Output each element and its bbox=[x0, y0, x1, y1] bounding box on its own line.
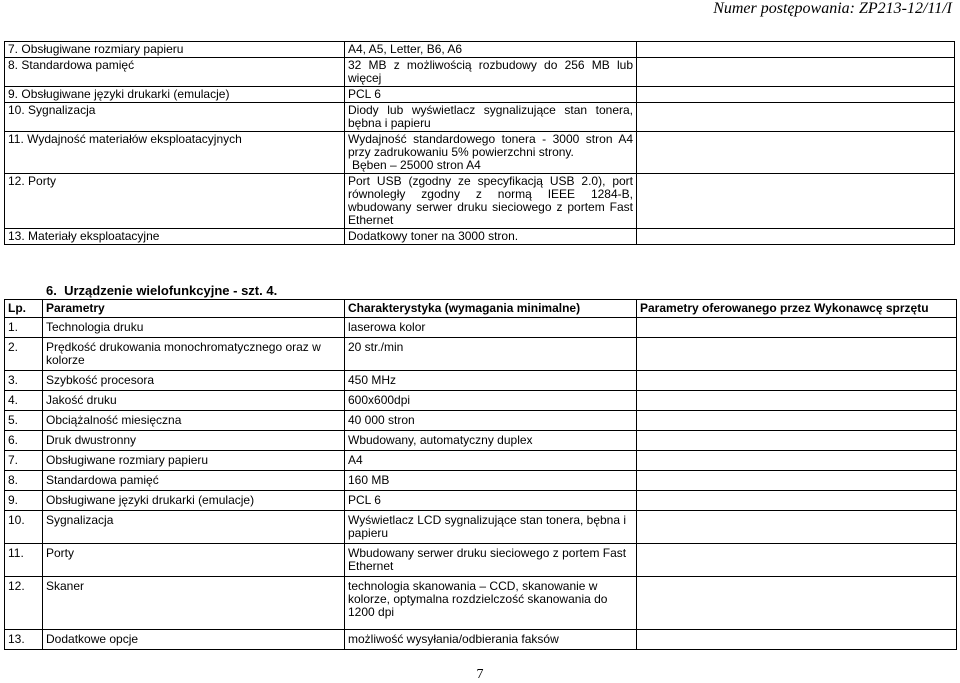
table-row bbox=[5, 58, 955, 87]
spec-cell: 40 000 stron bbox=[345, 411, 637, 431]
offer-cell[interactable] bbox=[637, 431, 957, 451]
toner-yield-text: Wydajność standardowego tonera - 3000 stron A4 przy zadrukowaniu 5% powierzchni strony. bbox=[348, 132, 633, 159]
offer-cell[interactable] bbox=[637, 511, 957, 544]
table-header-row bbox=[5, 300, 957, 318]
table-row bbox=[5, 87, 955, 103]
param-cell: Obsługiwane rozmiary papieru bbox=[43, 451, 345, 471]
offer-cell[interactable] bbox=[637, 491, 957, 511]
spec-cell: Dodatkowy toner na 3000 stron. bbox=[345, 229, 637, 245]
table-row bbox=[5, 451, 957, 471]
table-row bbox=[5, 491, 957, 511]
table-row bbox=[5, 431, 957, 451]
spec-cell: A4 bbox=[345, 451, 637, 471]
table-row bbox=[5, 544, 957, 577]
table-row bbox=[5, 577, 957, 630]
offer-cell[interactable] bbox=[637, 229, 955, 245]
header-offer: Parametry oferowanego przez Wykonawcę sprzętu bbox=[637, 300, 957, 318]
table-row bbox=[5, 338, 957, 371]
table-row bbox=[5, 103, 955, 132]
spec-cell: 600x600dpi bbox=[345, 391, 637, 411]
row-number: 6. bbox=[5, 431, 43, 451]
header-params: Parametry bbox=[43, 300, 345, 318]
row-number: 11. bbox=[5, 544, 43, 577]
row-number: 2. bbox=[5, 338, 43, 371]
table-row bbox=[5, 511, 957, 544]
table-row bbox=[5, 411, 957, 431]
drum-yield-text: Bęben – 25000 stron A4 bbox=[352, 158, 481, 172]
spec-cell: Wbudowany serwer druku sieciowego z portem Fast Ethernet bbox=[345, 544, 637, 577]
param-cell: 12. Porty bbox=[5, 174, 345, 229]
spec-cell: możliwość wysyłania/odbierania faksów bbox=[345, 630, 637, 650]
param-cell: Standardowa pamięć bbox=[43, 471, 345, 491]
param-cell: 8. Standardowa pamięć bbox=[5, 58, 345, 87]
row-number: 12. bbox=[5, 577, 43, 630]
spec-cell: 450 MHz bbox=[345, 371, 637, 391]
spec-cell: 160 MB bbox=[345, 471, 637, 491]
table-row bbox=[5, 42, 955, 58]
spec-cell: Wbudowany, automatyczny duplex bbox=[345, 431, 637, 451]
offer-cell[interactable] bbox=[637, 411, 957, 431]
param-cell: 11. Wydajność materiałów eksploatacyjnych bbox=[5, 132, 345, 174]
row-number: 1. bbox=[5, 318, 43, 338]
row-number: 5. bbox=[5, 411, 43, 431]
document-reference: Numer postępowania: ZP213-12/11/I bbox=[713, 0, 952, 17]
offer-cell[interactable] bbox=[637, 630, 957, 650]
spec-cell: laserowa kolor bbox=[345, 318, 637, 338]
offer-cell[interactable] bbox=[637, 318, 957, 338]
param-cell: Sygnalizacja bbox=[43, 511, 345, 544]
param-cell: Technologia druku bbox=[43, 318, 345, 338]
spec-cell: 32 MB z możliwością rozbudowy do 256 MB lub więcej bbox=[345, 58, 637, 87]
table-row bbox=[5, 229, 955, 245]
param-cell: Prędkość drukowania monochromatycznego oraz w kolorze bbox=[43, 338, 345, 371]
offer-cell[interactable] bbox=[637, 58, 955, 87]
spec-cell: technologia skanowania – CCD, skanowanie w kolorze, optymalna rozdzielczość skanowania do 1200 dpi bbox=[345, 577, 637, 630]
spec-cell: PCL 6 bbox=[345, 87, 637, 103]
param-cell: Porty bbox=[43, 544, 345, 577]
row-number: 8. bbox=[5, 471, 43, 491]
page-number: 7 bbox=[476, 667, 484, 682]
section-title: 6. Urządzenie wielofunkcyjne - szt. 4. bbox=[46, 283, 278, 298]
table-row bbox=[5, 174, 955, 229]
header-lp: Lp. bbox=[5, 300, 43, 318]
mfp-spec-table bbox=[4, 299, 957, 650]
offer-cell[interactable] bbox=[637, 42, 955, 58]
table-row bbox=[5, 630, 957, 650]
param-cell: 10. Sygnalizacja bbox=[5, 103, 345, 132]
offer-cell[interactable] bbox=[637, 87, 955, 103]
offer-cell[interactable] bbox=[637, 451, 957, 471]
row-number: 4. bbox=[5, 391, 43, 411]
spec-cell: 20 str./min bbox=[345, 338, 637, 371]
offer-cell[interactable] bbox=[637, 103, 955, 132]
spec-cell: Wyświetlacz LCD sygnalizujące stan tonera, bębna i papieru bbox=[345, 511, 637, 544]
row-number: 10. bbox=[5, 511, 43, 544]
offer-cell[interactable] bbox=[637, 338, 957, 371]
table-row bbox=[5, 471, 957, 491]
offer-cell[interactable] bbox=[637, 471, 957, 491]
row-number: 9. bbox=[5, 491, 43, 511]
spec-cell: Port USB (zgodny ze specyfikacją USB 2.0), port równoległy zgodny z normą IEEE 1284-B, wbudowany serwer druku sieciowego z portem Fast Ethernet bbox=[345, 174, 637, 229]
spec-cell: A4, A5, Letter, B6, A6 bbox=[345, 42, 637, 58]
header-spec: Charakterystyka (wymagania minimalne) bbox=[345, 300, 637, 318]
offer-cell[interactable] bbox=[637, 577, 957, 630]
param-cell: Obciążalność miesięczna bbox=[43, 411, 345, 431]
spec-cell bbox=[345, 132, 637, 174]
row-number: 13. bbox=[5, 630, 43, 650]
param-cell: 9. Obsługiwane języki drukarki (emulacje) bbox=[5, 87, 345, 103]
spec-cell: Diody lub wyświetlacz sygnalizujące stan tonera, bębna i papieru bbox=[345, 103, 637, 132]
table-row bbox=[5, 318, 957, 338]
param-cell: 13. Materiały eksploatacyjne bbox=[5, 229, 345, 245]
param-cell: Obsługiwane języki drukarki (emulacje) bbox=[43, 491, 345, 511]
param-cell: 7. Obsługiwane rozmiary papieru bbox=[5, 42, 345, 58]
offer-cell[interactable] bbox=[637, 391, 957, 411]
row-number: 3. bbox=[5, 371, 43, 391]
offer-cell[interactable] bbox=[637, 544, 957, 577]
row-number: 7. bbox=[5, 451, 43, 471]
param-cell: Druk dwustronny bbox=[43, 431, 345, 451]
table-row bbox=[5, 132, 955, 174]
param-cell: Skaner bbox=[43, 577, 345, 630]
spec-cell: PCL 6 bbox=[345, 491, 637, 511]
param-cell: Dodatkowe opcje bbox=[43, 630, 345, 650]
param-cell: Jakość druku bbox=[43, 391, 345, 411]
offer-cell[interactable] bbox=[637, 371, 957, 391]
table-row bbox=[5, 371, 957, 391]
table-row bbox=[5, 391, 957, 411]
offer-cell[interactable] bbox=[637, 174, 955, 229]
param-cell: Szybkość procesora bbox=[43, 371, 345, 391]
offer-cell[interactable] bbox=[637, 132, 955, 174]
printer-spec-table-continued bbox=[4, 41, 955, 245]
